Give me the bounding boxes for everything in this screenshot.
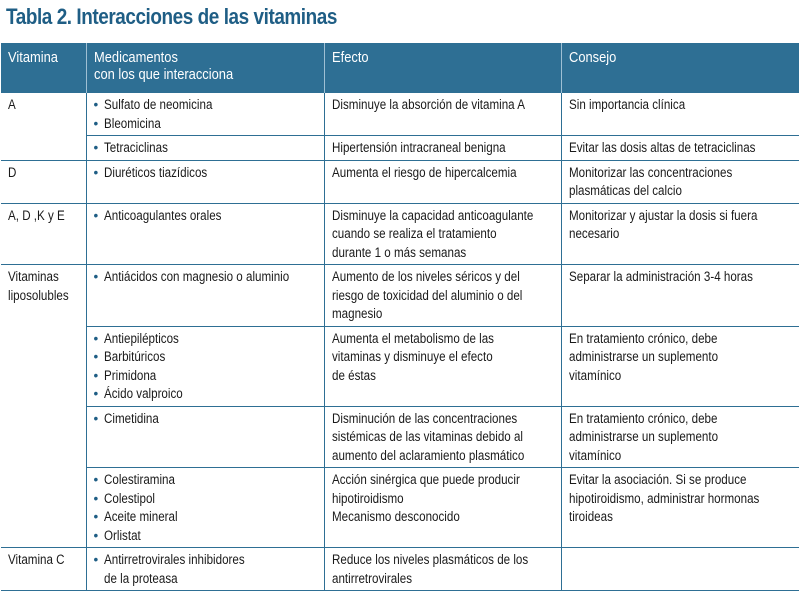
medicamento-item: • Sulfato de neomicina xyxy=(94,96,317,115)
efecto-text: Aumenta el riesgo de hipercalcemia xyxy=(331,164,517,180)
table-row xyxy=(1,468,799,548)
consejo-text: administrarse un suplemento xyxy=(568,349,718,364)
vitamina-text: A, D ,K y E xyxy=(8,207,65,223)
cell-vitamina xyxy=(1,265,86,548)
table-row xyxy=(1,136,799,161)
efecto-text: magnesio xyxy=(331,306,382,321)
cell-medicamentos xyxy=(86,93,324,136)
header-vitamina: Vitamina xyxy=(1,43,86,93)
table-row xyxy=(1,203,799,265)
cell-efecto xyxy=(324,548,561,591)
consejo-text: tiroideas xyxy=(568,509,613,524)
cell-efecto xyxy=(324,160,561,203)
cell-consejo xyxy=(561,265,799,327)
efecto-text: Reduce los niveles plasmáticos de los xyxy=(331,552,528,567)
cell-consejo xyxy=(561,203,799,265)
medicamento-item: • Orlistat xyxy=(94,527,317,546)
efecto-text: Disminuye la capacidad anticoagulante xyxy=(331,207,533,223)
table-row xyxy=(1,265,799,327)
cell-consejo xyxy=(561,136,799,161)
cell-efecto xyxy=(324,203,561,265)
cell-consejo xyxy=(561,468,799,548)
consejo-text: En tratamiento crónico, debe xyxy=(568,330,717,346)
cell-efecto xyxy=(324,326,561,406)
consejo-text: Sin importancia clínica xyxy=(568,97,685,112)
medicamento-item: • Colestiramina xyxy=(94,471,317,490)
efecto-text: Disminución de las concentraciones xyxy=(331,410,517,426)
cell-consejo xyxy=(561,406,799,468)
consejo-text: plasmáticas del calcio xyxy=(568,183,682,198)
consejo-text: Monitorizar y ajustar la dosis si fuera xyxy=(568,207,757,223)
medicamento-item: • Anticoagulantes orales xyxy=(94,207,317,226)
cell-vitamina xyxy=(1,160,86,203)
consejo-text: Evitar las dosis altas de tetraciclinas xyxy=(568,140,755,155)
consejo-text: hipotiroidismo, administrar hormonas xyxy=(568,490,759,506)
medicamento-item: • Antiácidos con magnesio o aluminio xyxy=(94,268,317,287)
medicamento-item: • Ácido valproico xyxy=(94,385,317,404)
cell-medicamentos xyxy=(86,468,324,548)
cell-consejo xyxy=(561,548,799,591)
cell-medicamentos xyxy=(86,160,324,203)
medicamento-item: • Cimetidina xyxy=(94,410,317,429)
efecto-text: Acción sinérgica que puede producir xyxy=(331,472,520,487)
table-title: Tabla 2. Interacciones de las vitaminas xyxy=(6,4,337,29)
efecto-text: durante 1 o más semanas xyxy=(331,244,466,260)
cell-consejo xyxy=(561,160,799,203)
cell-medicamentos xyxy=(86,406,324,468)
consejo-text: administrarse un suplemento xyxy=(568,429,718,444)
consejo-text: Evitar la asociación. Si se produce xyxy=(568,472,746,487)
consejo-text: Monitorizar las concentraciones xyxy=(568,164,732,180)
cell-efecto xyxy=(324,468,561,548)
header-row xyxy=(1,43,799,93)
cell-medicamentos xyxy=(86,136,324,161)
consejo-text: necesario xyxy=(568,226,619,241)
medicamento-item: • Antiepilépticos xyxy=(94,330,317,349)
cell-consejo xyxy=(561,326,799,406)
medicamento-item: • Antirretrovirales inhibidores xyxy=(94,551,317,570)
consejo-text: Separar la administración 3-4 horas xyxy=(568,269,753,284)
vitamina-text: D xyxy=(8,164,17,180)
header-consejo: Consejo xyxy=(561,43,799,93)
cell-medicamentos xyxy=(86,265,324,327)
cell-medicamentos xyxy=(86,326,324,406)
table-row xyxy=(1,326,799,406)
efecto-text: Disminuye la absorción de vitamina A xyxy=(331,97,525,112)
cell-vitamina xyxy=(1,548,86,591)
efecto-text: antirretrovirales xyxy=(331,570,412,586)
header-medicamentos: Medicamentos con los que interacciona xyxy=(86,43,324,93)
efecto-text: Hipertensión intracraneal benigna xyxy=(331,140,506,155)
table-row xyxy=(1,548,799,591)
medicamento-item: de la proteasa xyxy=(103,570,178,586)
table-row xyxy=(1,93,799,136)
efecto-text: Aumento de los niveles séricos y del xyxy=(331,269,520,284)
consejo-text: vitamínico xyxy=(568,367,621,383)
cell-efecto xyxy=(324,265,561,327)
medicamento-item: • Bleomicina xyxy=(94,115,317,134)
medicamento-item: • Primidona xyxy=(94,367,317,386)
efecto-text: cuando se realiza el tratamiento xyxy=(331,226,497,241)
medicamento-item: • Tetraciclinas xyxy=(94,139,317,158)
table-row xyxy=(1,406,799,468)
consejo-text: vitamínico xyxy=(568,447,621,463)
vitamina-text: Vitamina C xyxy=(8,552,65,567)
efecto-text: Aumenta el metabolismo de las xyxy=(331,330,494,346)
cell-vitamina xyxy=(1,203,86,265)
header-efecto: Efecto xyxy=(324,43,561,93)
cell-efecto xyxy=(324,93,561,136)
efecto-text: Mecanismo desconocido xyxy=(331,509,460,524)
efecto-text: hipotiroidismo xyxy=(331,490,404,506)
efecto-text: riesgo de toxicidad del aluminio o del xyxy=(331,287,522,303)
cell-medicamentos xyxy=(86,203,324,265)
vitamina-text: A xyxy=(8,97,16,112)
vitamin-interactions-table xyxy=(1,43,799,591)
cell-efecto xyxy=(324,406,561,468)
table-row xyxy=(1,160,799,203)
consejo-text: En tratamiento crónico, debe xyxy=(568,410,717,426)
medicamento-item: • Colestipol xyxy=(94,490,317,509)
medicamento-item: • Diuréticos tiazídicos xyxy=(94,164,317,183)
efecto-text: aumento del aclaramiento plasmático xyxy=(331,447,524,463)
efecto-text: vitaminas y disminuye el efecto xyxy=(331,349,493,364)
cell-vitamina xyxy=(1,93,86,160)
cell-consejo xyxy=(561,93,799,136)
cell-efecto xyxy=(324,136,561,161)
vitamina-text: liposolubles xyxy=(8,287,69,303)
cell-medicamentos xyxy=(86,548,324,591)
efecto-text: sistémicas de las vitaminas debido al xyxy=(331,429,523,444)
efecto-text: de éstas xyxy=(331,367,376,383)
medicamento-item: • Aceite mineral xyxy=(94,508,317,527)
medicamento-item: • Barbitúricos xyxy=(94,348,317,367)
vitamina-text: Vitaminas xyxy=(8,269,59,284)
